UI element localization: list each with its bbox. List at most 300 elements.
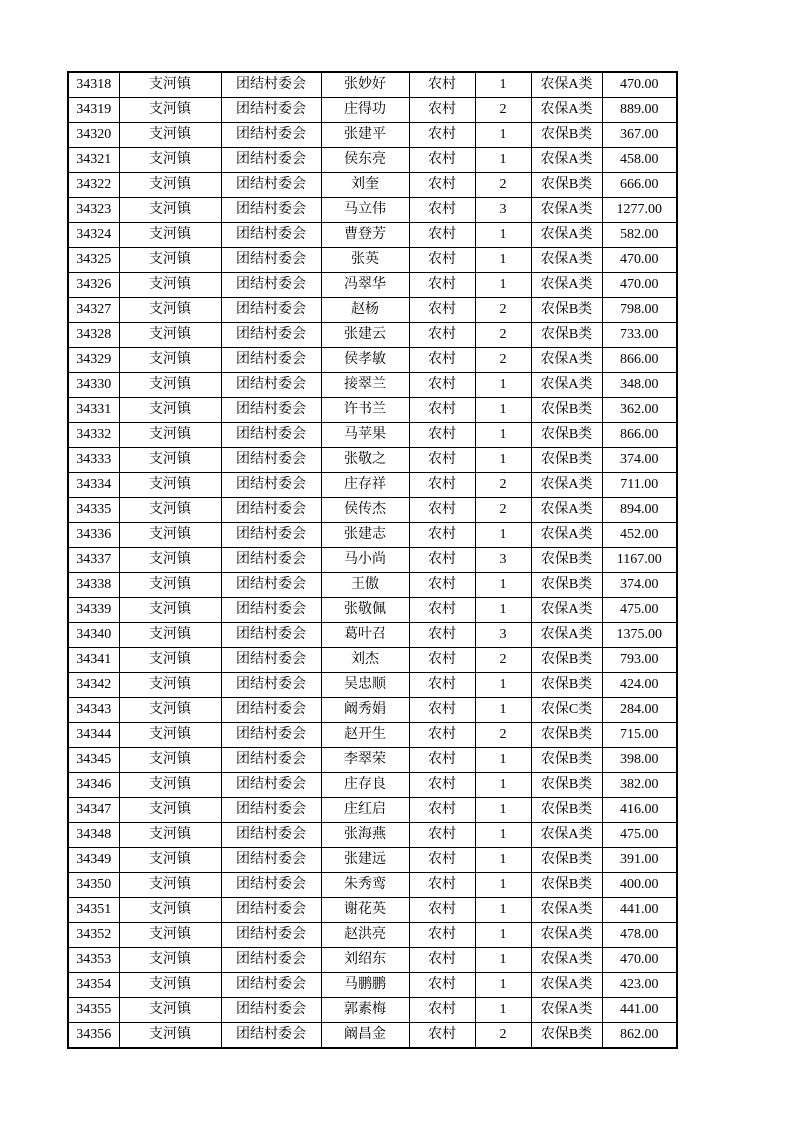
cell-insurance-category: 农保B类 bbox=[531, 1023, 602, 1049]
cell-insurance-category: 农保A类 bbox=[531, 948, 602, 973]
cell-person-name: 张敬佩 bbox=[321, 598, 409, 623]
cell-village-committee: 团结村委会 bbox=[221, 1023, 321, 1049]
cell-person-name: 郭素梅 bbox=[321, 998, 409, 1023]
cell-residence-type: 农村 bbox=[409, 173, 475, 198]
table-row bbox=[68, 698, 677, 723]
cell-person-count: 1 bbox=[475, 948, 531, 973]
cell-amount: 348.00 bbox=[602, 373, 677, 398]
cell-insurance-category: 农保B类 bbox=[531, 423, 602, 448]
cell-person-count: 2 bbox=[475, 473, 531, 498]
cell-person-name: 张海燕 bbox=[321, 823, 409, 848]
cell-insurance-category: 农保A类 bbox=[531, 998, 602, 1023]
cell-residence-type: 农村 bbox=[409, 698, 475, 723]
cell-insurance-category: 农保A类 bbox=[531, 148, 602, 173]
roster-table-body bbox=[68, 72, 677, 1048]
cell-residence-type: 农村 bbox=[409, 673, 475, 698]
cell-village-committee: 团结村委会 bbox=[221, 848, 321, 873]
cell-person-count: 1 bbox=[475, 748, 531, 773]
cell-insurance-category: 农保A类 bbox=[531, 623, 602, 648]
cell-serial-number: 34344 bbox=[68, 723, 119, 748]
cell-serial-number: 34322 bbox=[68, 173, 119, 198]
cell-town: 支河镇 bbox=[119, 323, 221, 348]
table-row bbox=[68, 198, 677, 223]
cell-insurance-category: 农保A类 bbox=[531, 248, 602, 273]
cell-village-committee: 团结村委会 bbox=[221, 348, 321, 373]
cell-town: 支河镇 bbox=[119, 348, 221, 373]
cell-amount: 715.00 bbox=[602, 723, 677, 748]
cell-town: 支河镇 bbox=[119, 598, 221, 623]
cell-residence-type: 农村 bbox=[409, 298, 475, 323]
table-row bbox=[68, 148, 677, 173]
cell-person-name: 张建远 bbox=[321, 848, 409, 873]
cell-village-committee: 团结村委会 bbox=[221, 998, 321, 1023]
cell-residence-type: 农村 bbox=[409, 848, 475, 873]
cell-insurance-category: 农保C类 bbox=[531, 698, 602, 723]
table-row bbox=[68, 373, 677, 398]
cell-amount: 711.00 bbox=[602, 473, 677, 498]
cell-town: 支河镇 bbox=[119, 1023, 221, 1049]
cell-insurance-category: 农保B类 bbox=[531, 448, 602, 473]
cell-residence-type: 农村 bbox=[409, 373, 475, 398]
cell-insurance-category: 农保A类 bbox=[531, 348, 602, 373]
cell-serial-number: 34319 bbox=[68, 98, 119, 123]
cell-village-committee: 团结村委会 bbox=[221, 698, 321, 723]
cell-serial-number: 34348 bbox=[68, 823, 119, 848]
cell-residence-type: 农村 bbox=[409, 523, 475, 548]
cell-person-count: 1 bbox=[475, 448, 531, 473]
cell-serial-number: 34320 bbox=[68, 123, 119, 148]
cell-village-committee: 团结村委会 bbox=[221, 423, 321, 448]
cell-amount: 416.00 bbox=[602, 798, 677, 823]
cell-residence-type: 农村 bbox=[409, 573, 475, 598]
cell-town: 支河镇 bbox=[119, 723, 221, 748]
cell-person-name: 张建平 bbox=[321, 123, 409, 148]
cell-amount: 582.00 bbox=[602, 223, 677, 248]
cell-residence-type: 农村 bbox=[409, 923, 475, 948]
table-row bbox=[68, 823, 677, 848]
cell-town: 支河镇 bbox=[119, 373, 221, 398]
cell-amount: 1375.00 bbox=[602, 623, 677, 648]
cell-village-committee: 团结村委会 bbox=[221, 72, 321, 98]
cell-insurance-category: 农保A类 bbox=[531, 473, 602, 498]
cell-village-committee: 团结村委会 bbox=[221, 398, 321, 423]
cell-town: 支河镇 bbox=[119, 423, 221, 448]
cell-residence-type: 农村 bbox=[409, 798, 475, 823]
cell-amount: 391.00 bbox=[602, 848, 677, 873]
cell-amount: 424.00 bbox=[602, 673, 677, 698]
cell-person-count: 1 bbox=[475, 72, 531, 98]
cell-residence-type: 农村 bbox=[409, 1023, 475, 1049]
cell-person-count: 2 bbox=[475, 98, 531, 123]
cell-insurance-category: 农保B类 bbox=[531, 573, 602, 598]
cell-village-committee: 团结村委会 bbox=[221, 798, 321, 823]
cell-serial-number: 34332 bbox=[68, 423, 119, 448]
cell-town: 支河镇 bbox=[119, 398, 221, 423]
cell-amount: 284.00 bbox=[602, 698, 677, 723]
table-row bbox=[68, 523, 677, 548]
table-row bbox=[68, 173, 677, 198]
table-row bbox=[68, 998, 677, 1023]
cell-serial-number: 34345 bbox=[68, 748, 119, 773]
cell-person-name: 张建云 bbox=[321, 323, 409, 348]
cell-person-name: 张敬之 bbox=[321, 448, 409, 473]
cell-insurance-category: 农保A类 bbox=[531, 373, 602, 398]
cell-insurance-category: 农保B类 bbox=[531, 748, 602, 773]
cell-person-name: 冯翠华 bbox=[321, 273, 409, 298]
cell-amount: 470.00 bbox=[602, 273, 677, 298]
cell-village-committee: 团结村委会 bbox=[221, 898, 321, 923]
cell-village-committee: 团结村委会 bbox=[221, 148, 321, 173]
cell-serial-number: 34324 bbox=[68, 223, 119, 248]
cell-serial-number: 34340 bbox=[68, 623, 119, 648]
table-row bbox=[68, 923, 677, 948]
cell-insurance-category: 农保B类 bbox=[531, 173, 602, 198]
cell-person-name: 阚秀娟 bbox=[321, 698, 409, 723]
cell-insurance-category: 农保A类 bbox=[531, 898, 602, 923]
cell-town: 支河镇 bbox=[119, 72, 221, 98]
cell-town: 支河镇 bbox=[119, 848, 221, 873]
cell-person-count: 1 bbox=[475, 923, 531, 948]
cell-amount: 367.00 bbox=[602, 123, 677, 148]
cell-village-committee: 团结村委会 bbox=[221, 548, 321, 573]
table-row bbox=[68, 423, 677, 448]
cell-residence-type: 农村 bbox=[409, 223, 475, 248]
cell-person-count: 1 bbox=[475, 673, 531, 698]
table-row bbox=[68, 98, 677, 123]
cell-town: 支河镇 bbox=[119, 998, 221, 1023]
cell-insurance-category: 农保A类 bbox=[531, 598, 602, 623]
cell-person-name: 阚昌金 bbox=[321, 1023, 409, 1049]
cell-town: 支河镇 bbox=[119, 223, 221, 248]
cell-person-name: 庄得功 bbox=[321, 98, 409, 123]
cell-serial-number: 34330 bbox=[68, 373, 119, 398]
cell-amount: 793.00 bbox=[602, 648, 677, 673]
cell-serial-number: 34334 bbox=[68, 473, 119, 498]
cell-person-name: 张建志 bbox=[321, 523, 409, 548]
cell-town: 支河镇 bbox=[119, 698, 221, 723]
cell-residence-type: 农村 bbox=[409, 873, 475, 898]
cell-town: 支河镇 bbox=[119, 148, 221, 173]
cell-person-count: 2 bbox=[475, 323, 531, 348]
cell-town: 支河镇 bbox=[119, 798, 221, 823]
cell-amount: 374.00 bbox=[602, 573, 677, 598]
table-row bbox=[68, 448, 677, 473]
cell-amount: 441.00 bbox=[602, 898, 677, 923]
table-row bbox=[68, 723, 677, 748]
cell-person-count: 1 bbox=[475, 373, 531, 398]
cell-person-name: 侯孝敏 bbox=[321, 348, 409, 373]
cell-village-committee: 团结村委会 bbox=[221, 973, 321, 998]
cell-person-name: 马小尚 bbox=[321, 548, 409, 573]
table-row bbox=[68, 898, 677, 923]
cell-person-name: 张英 bbox=[321, 248, 409, 273]
cell-amount: 470.00 bbox=[602, 72, 677, 98]
cell-person-name: 赵杨 bbox=[321, 298, 409, 323]
table-row bbox=[68, 748, 677, 773]
cell-residence-type: 农村 bbox=[409, 948, 475, 973]
cell-town: 支河镇 bbox=[119, 748, 221, 773]
cell-person-count: 1 bbox=[475, 898, 531, 923]
table-row bbox=[68, 598, 677, 623]
cell-insurance-category: 农保A类 bbox=[531, 273, 602, 298]
cell-village-committee: 团结村委会 bbox=[221, 323, 321, 348]
cell-person-count: 1 bbox=[475, 398, 531, 423]
cell-person-count: 2 bbox=[475, 723, 531, 748]
cell-village-committee: 团结村委会 bbox=[221, 248, 321, 273]
cell-town: 支河镇 bbox=[119, 773, 221, 798]
cell-serial-number: 34347 bbox=[68, 798, 119, 823]
cell-insurance-category: 农保A类 bbox=[531, 923, 602, 948]
cell-person-name: 许书兰 bbox=[321, 398, 409, 423]
cell-town: 支河镇 bbox=[119, 523, 221, 548]
cell-village-committee: 团结村委会 bbox=[221, 448, 321, 473]
cell-amount: 862.00 bbox=[602, 1023, 677, 1049]
cell-residence-type: 农村 bbox=[409, 973, 475, 998]
cell-serial-number: 34346 bbox=[68, 773, 119, 798]
cell-serial-number: 34331 bbox=[68, 398, 119, 423]
cell-insurance-category: 农保A类 bbox=[531, 498, 602, 523]
table-row bbox=[68, 873, 677, 898]
cell-residence-type: 农村 bbox=[409, 98, 475, 123]
cell-village-committee: 团结村委会 bbox=[221, 648, 321, 673]
cell-serial-number: 34353 bbox=[68, 948, 119, 973]
cell-insurance-category: 农保A类 bbox=[531, 223, 602, 248]
cell-town: 支河镇 bbox=[119, 898, 221, 923]
cell-amount: 894.00 bbox=[602, 498, 677, 523]
cell-serial-number: 34323 bbox=[68, 198, 119, 223]
cell-person-count: 1 bbox=[475, 148, 531, 173]
cell-person-name: 朱秀鸾 bbox=[321, 873, 409, 898]
cell-person-count: 1 bbox=[475, 423, 531, 448]
table-row bbox=[68, 298, 677, 323]
cell-insurance-category: 农保B类 bbox=[531, 123, 602, 148]
cell-insurance-category: 农保A类 bbox=[531, 823, 602, 848]
cell-person-count: 2 bbox=[475, 298, 531, 323]
cell-serial-number: 34339 bbox=[68, 598, 119, 623]
table-row bbox=[68, 473, 677, 498]
cell-residence-type: 农村 bbox=[409, 648, 475, 673]
cell-serial-number: 34335 bbox=[68, 498, 119, 523]
cell-person-name: 庄存祥 bbox=[321, 473, 409, 498]
cell-amount: 470.00 bbox=[602, 248, 677, 273]
cell-residence-type: 农村 bbox=[409, 598, 475, 623]
cell-town: 支河镇 bbox=[119, 198, 221, 223]
cell-residence-type: 农村 bbox=[409, 548, 475, 573]
cell-residence-type: 农村 bbox=[409, 348, 475, 373]
cell-insurance-category: 农保A类 bbox=[531, 523, 602, 548]
cell-residence-type: 农村 bbox=[409, 723, 475, 748]
cell-insurance-category: 农保A类 bbox=[531, 98, 602, 123]
cell-amount: 733.00 bbox=[602, 323, 677, 348]
table-row bbox=[68, 973, 677, 998]
cell-person-name: 庄红启 bbox=[321, 798, 409, 823]
cell-person-count: 1 bbox=[475, 773, 531, 798]
cell-serial-number: 34354 bbox=[68, 973, 119, 998]
cell-insurance-category: 农保B类 bbox=[531, 298, 602, 323]
cell-residence-type: 农村 bbox=[409, 72, 475, 98]
cell-insurance-category: 农保A类 bbox=[531, 973, 602, 998]
cell-insurance-category: 农保B类 bbox=[531, 673, 602, 698]
table-row bbox=[68, 623, 677, 648]
cell-village-committee: 团结村委会 bbox=[221, 298, 321, 323]
cell-village-committee: 团结村委会 bbox=[221, 173, 321, 198]
cell-person-name: 刘绍东 bbox=[321, 948, 409, 973]
table-row bbox=[68, 248, 677, 273]
cell-person-count: 1 bbox=[475, 598, 531, 623]
cell-town: 支河镇 bbox=[119, 448, 221, 473]
cell-residence-type: 农村 bbox=[409, 123, 475, 148]
cell-insurance-category: 农保B类 bbox=[531, 548, 602, 573]
cell-serial-number: 34318 bbox=[68, 72, 119, 98]
cell-person-count: 1 bbox=[475, 573, 531, 598]
table-row bbox=[68, 323, 677, 348]
cell-serial-number: 34328 bbox=[68, 323, 119, 348]
roster-table bbox=[67, 71, 678, 1049]
cell-person-name: 马鹏鹏 bbox=[321, 973, 409, 998]
cell-town: 支河镇 bbox=[119, 948, 221, 973]
cell-insurance-category: 农保A类 bbox=[531, 198, 602, 223]
cell-amount: 1167.00 bbox=[602, 548, 677, 573]
cell-village-committee: 团结村委会 bbox=[221, 523, 321, 548]
cell-insurance-category: 农保B类 bbox=[531, 723, 602, 748]
cell-person-name: 王傲 bbox=[321, 573, 409, 598]
cell-person-count: 3 bbox=[475, 623, 531, 648]
cell-serial-number: 34341 bbox=[68, 648, 119, 673]
cell-insurance-category: 农保B类 bbox=[531, 848, 602, 873]
cell-village-committee: 团结村委会 bbox=[221, 598, 321, 623]
cell-serial-number: 34336 bbox=[68, 523, 119, 548]
cell-insurance-category: 农保B类 bbox=[531, 648, 602, 673]
cell-serial-number: 34343 bbox=[68, 698, 119, 723]
table-row bbox=[68, 1023, 677, 1049]
table-row bbox=[68, 798, 677, 823]
cell-person-count: 2 bbox=[475, 348, 531, 373]
cell-serial-number: 34337 bbox=[68, 548, 119, 573]
cell-person-name: 刘奎 bbox=[321, 173, 409, 198]
table-row bbox=[68, 273, 677, 298]
cell-village-committee: 团结村委会 bbox=[221, 673, 321, 698]
cell-residence-type: 农村 bbox=[409, 498, 475, 523]
cell-person-name: 刘杰 bbox=[321, 648, 409, 673]
cell-person-count: 1 bbox=[475, 273, 531, 298]
cell-residence-type: 农村 bbox=[409, 448, 475, 473]
cell-insurance-category: 农保B类 bbox=[531, 773, 602, 798]
cell-residence-type: 农村 bbox=[409, 623, 475, 648]
cell-person-count: 3 bbox=[475, 198, 531, 223]
cell-village-committee: 团结村委会 bbox=[221, 823, 321, 848]
table-row bbox=[68, 548, 677, 573]
table-row bbox=[68, 223, 677, 248]
cell-village-committee: 团结村委会 bbox=[221, 198, 321, 223]
cell-person-name: 庄存良 bbox=[321, 773, 409, 798]
cell-village-committee: 团结村委会 bbox=[221, 98, 321, 123]
cell-person-name: 李翠荣 bbox=[321, 748, 409, 773]
cell-person-count: 1 bbox=[475, 823, 531, 848]
cell-village-committee: 团结村委会 bbox=[221, 573, 321, 598]
cell-person-count: 2 bbox=[475, 173, 531, 198]
cell-person-count: 1 bbox=[475, 998, 531, 1023]
cell-amount: 452.00 bbox=[602, 523, 677, 548]
cell-serial-number: 34327 bbox=[68, 298, 119, 323]
cell-town: 支河镇 bbox=[119, 273, 221, 298]
cell-amount: 475.00 bbox=[602, 598, 677, 623]
cell-serial-number: 34326 bbox=[68, 273, 119, 298]
cell-residence-type: 农村 bbox=[409, 198, 475, 223]
cell-residence-type: 农村 bbox=[409, 273, 475, 298]
cell-amount: 398.00 bbox=[602, 748, 677, 773]
cell-town: 支河镇 bbox=[119, 873, 221, 898]
cell-serial-number: 34333 bbox=[68, 448, 119, 473]
table-row bbox=[68, 848, 677, 873]
cell-village-committee: 团结村委会 bbox=[221, 773, 321, 798]
cell-person-count: 1 bbox=[475, 523, 531, 548]
cell-residence-type: 农村 bbox=[409, 773, 475, 798]
cell-village-committee: 团结村委会 bbox=[221, 873, 321, 898]
cell-amount: 423.00 bbox=[602, 973, 677, 998]
cell-town: 支河镇 bbox=[119, 98, 221, 123]
cell-village-committee: 团结村委会 bbox=[221, 948, 321, 973]
cell-residence-type: 农村 bbox=[409, 398, 475, 423]
cell-amount: 475.00 bbox=[602, 823, 677, 848]
table-row bbox=[68, 398, 677, 423]
cell-serial-number: 34349 bbox=[68, 848, 119, 873]
cell-serial-number: 34356 bbox=[68, 1023, 119, 1049]
cell-person-count: 1 bbox=[475, 123, 531, 148]
cell-amount: 798.00 bbox=[602, 298, 677, 323]
cell-town: 支河镇 bbox=[119, 673, 221, 698]
cell-residence-type: 农村 bbox=[409, 423, 475, 448]
cell-serial-number: 34342 bbox=[68, 673, 119, 698]
table-row bbox=[68, 648, 677, 673]
cell-serial-number: 34338 bbox=[68, 573, 119, 598]
table-row bbox=[68, 948, 677, 973]
cell-person-name: 赵开生 bbox=[321, 723, 409, 748]
table-row bbox=[68, 773, 677, 798]
cell-insurance-category: 农保A类 bbox=[531, 72, 602, 98]
cell-serial-number: 34355 bbox=[68, 998, 119, 1023]
cell-person-name: 曹登芳 bbox=[321, 223, 409, 248]
cell-serial-number: 34352 bbox=[68, 923, 119, 948]
cell-town: 支河镇 bbox=[119, 298, 221, 323]
cell-amount: 362.00 bbox=[602, 398, 677, 423]
table-row bbox=[68, 498, 677, 523]
cell-amount: 866.00 bbox=[602, 348, 677, 373]
cell-insurance-category: 农保B类 bbox=[531, 798, 602, 823]
cell-residence-type: 农村 bbox=[409, 248, 475, 273]
cell-person-name: 谢花英 bbox=[321, 898, 409, 923]
cell-residence-type: 农村 bbox=[409, 898, 475, 923]
cell-amount: 458.00 bbox=[602, 148, 677, 173]
cell-village-committee: 团结村委会 bbox=[221, 123, 321, 148]
cell-person-count: 1 bbox=[475, 248, 531, 273]
cell-village-committee: 团结村委会 bbox=[221, 748, 321, 773]
cell-amount: 441.00 bbox=[602, 998, 677, 1023]
cell-town: 支河镇 bbox=[119, 473, 221, 498]
cell-amount: 382.00 bbox=[602, 773, 677, 798]
cell-town: 支河镇 bbox=[119, 248, 221, 273]
cell-person-count: 1 bbox=[475, 848, 531, 873]
table-row bbox=[68, 573, 677, 598]
cell-residence-type: 农村 bbox=[409, 473, 475, 498]
cell-person-count: 2 bbox=[475, 648, 531, 673]
cell-village-committee: 团结村委会 bbox=[221, 223, 321, 248]
cell-town: 支河镇 bbox=[119, 123, 221, 148]
cell-residence-type: 农村 bbox=[409, 148, 475, 173]
cell-village-committee: 团结村委会 bbox=[221, 623, 321, 648]
cell-town: 支河镇 bbox=[119, 573, 221, 598]
cell-village-committee: 团结村委会 bbox=[221, 273, 321, 298]
cell-person-count: 1 bbox=[475, 973, 531, 998]
